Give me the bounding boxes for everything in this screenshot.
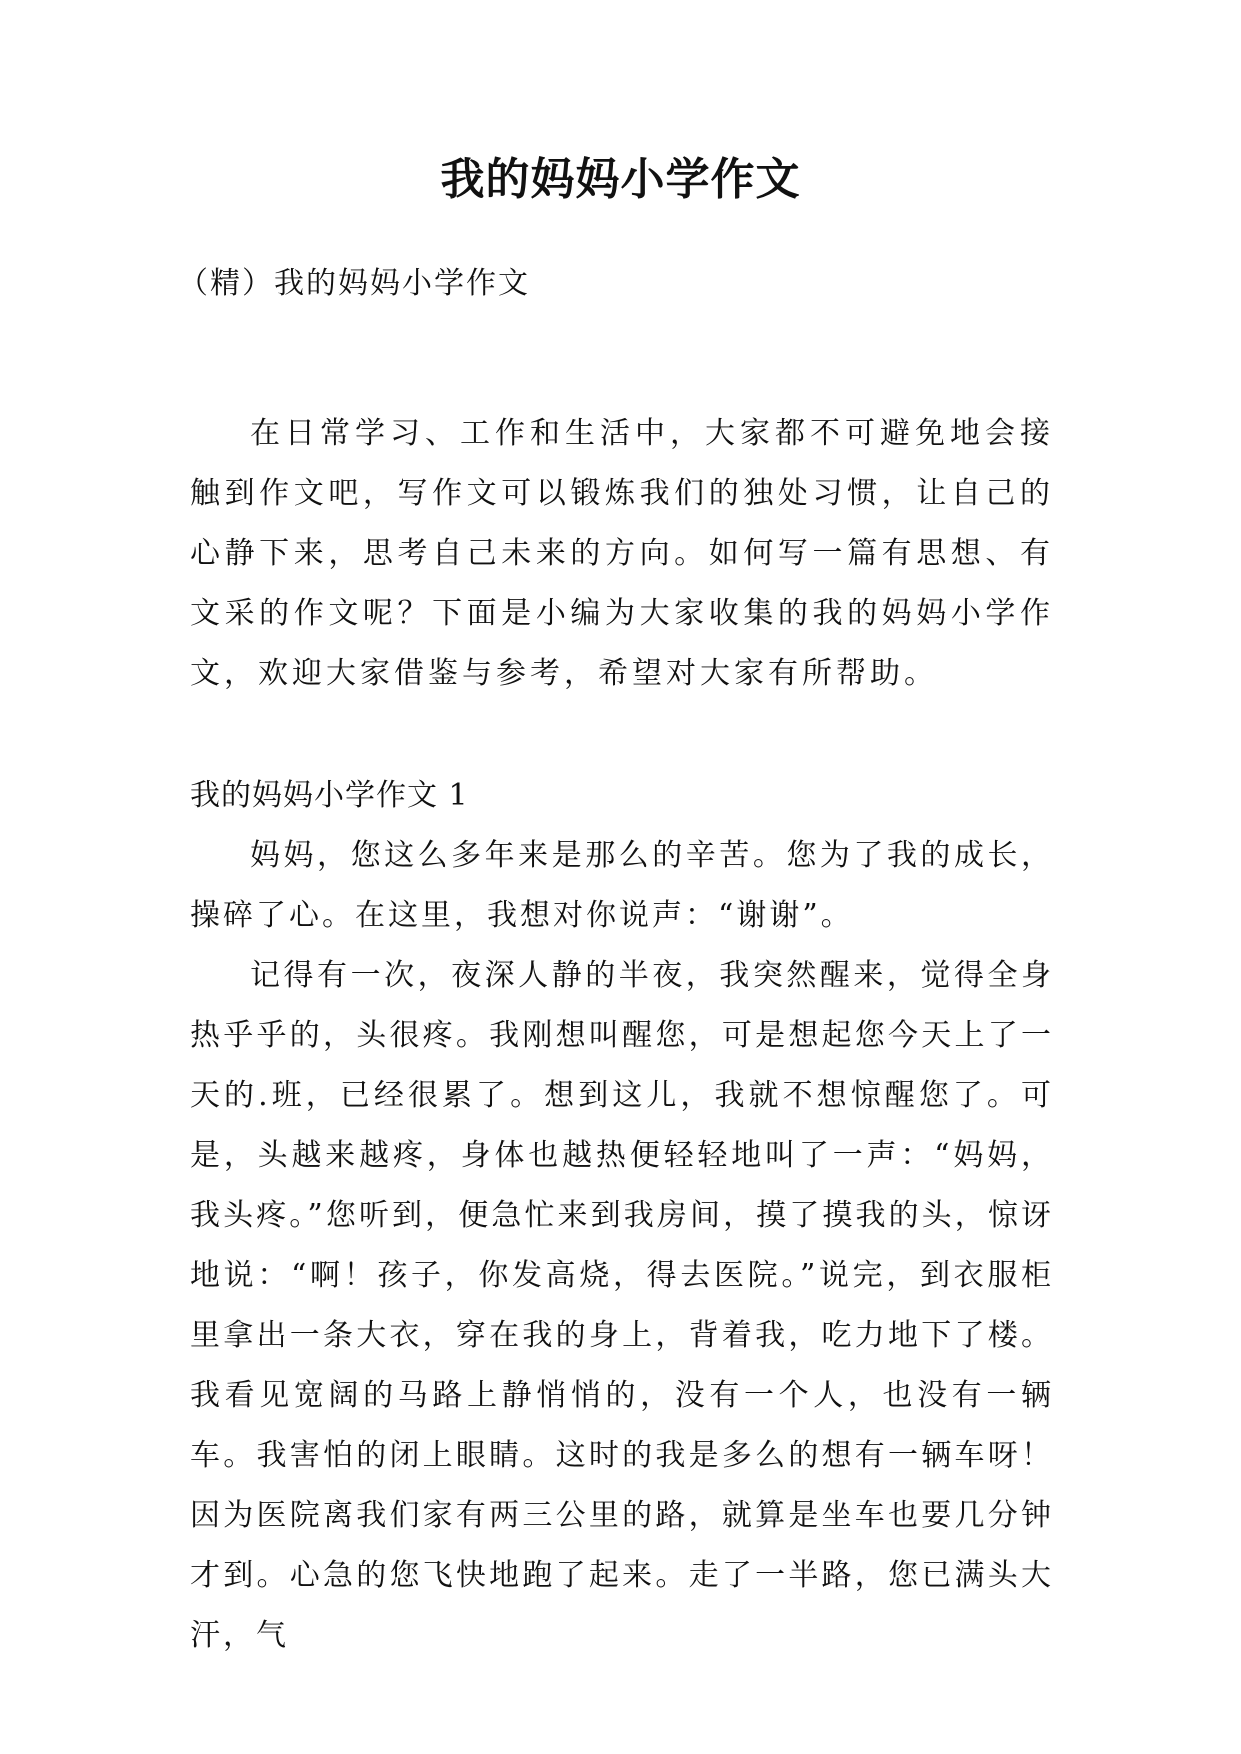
body-paragraph: 妈妈，您这么多年来是那么的辛苦。您为了我的成长，操碎了心。在这里，我想对你说声：“谢谢”。 — [190, 838, 1054, 933]
document-body — [190, 404, 1054, 1666]
intro-paragraph: 在日常学习、工作和生活中，大家都不可避免地会接触到作文吧，写作文可以锻炼我们的独处习惯，让自己的心静下来，思考自己未来的方向。如何写一篇有思想、有文采的作文呢？下面是小编为大家收集的我的妈妈小学作文，欢迎大家借鉴与参考，希望对大家有所帮助。 — [190, 416, 1054, 691]
section-heading: 我的妈妈小学作文 1 — [190, 778, 469, 813]
body-paragraph: 记得有一次，夜深人静的半夜，我突然醒来，觉得全身热乎乎的，头很疼。我刚想叫醒您，可是想起您今天上了一天的.班，已经很累了。想到这儿，我就不想惊醒您了。可是，头越来越疼，身体也越热便轻轻地叫了一声：“妈妈，我头疼。”您听到，便急忙来到我房间，摸了摸我的头，惊讶地说：“啊！孩子，你发高烧，得去医院。”说完，到衣服柜里拿出一条大衣，穿在我的身上，背着我，吃力地下了楼。我看见宽阔的马路上静悄悄的，没有一个人，也没有一辆车。我害怕的闭上眼睛。这时的我是多么的想有一辆车呀！因为医院离我们家有两三公里的路，就算是坐车也要几分钟才到。心急的您飞快地跑了起来。走了一半路，您已满头大汗，气 — [190, 958, 1054, 1653]
document-subtitle: （精）我的妈妈小学作文 — [178, 266, 530, 301]
document-title: 我的妈妈小学作文 — [440, 154, 801, 205]
